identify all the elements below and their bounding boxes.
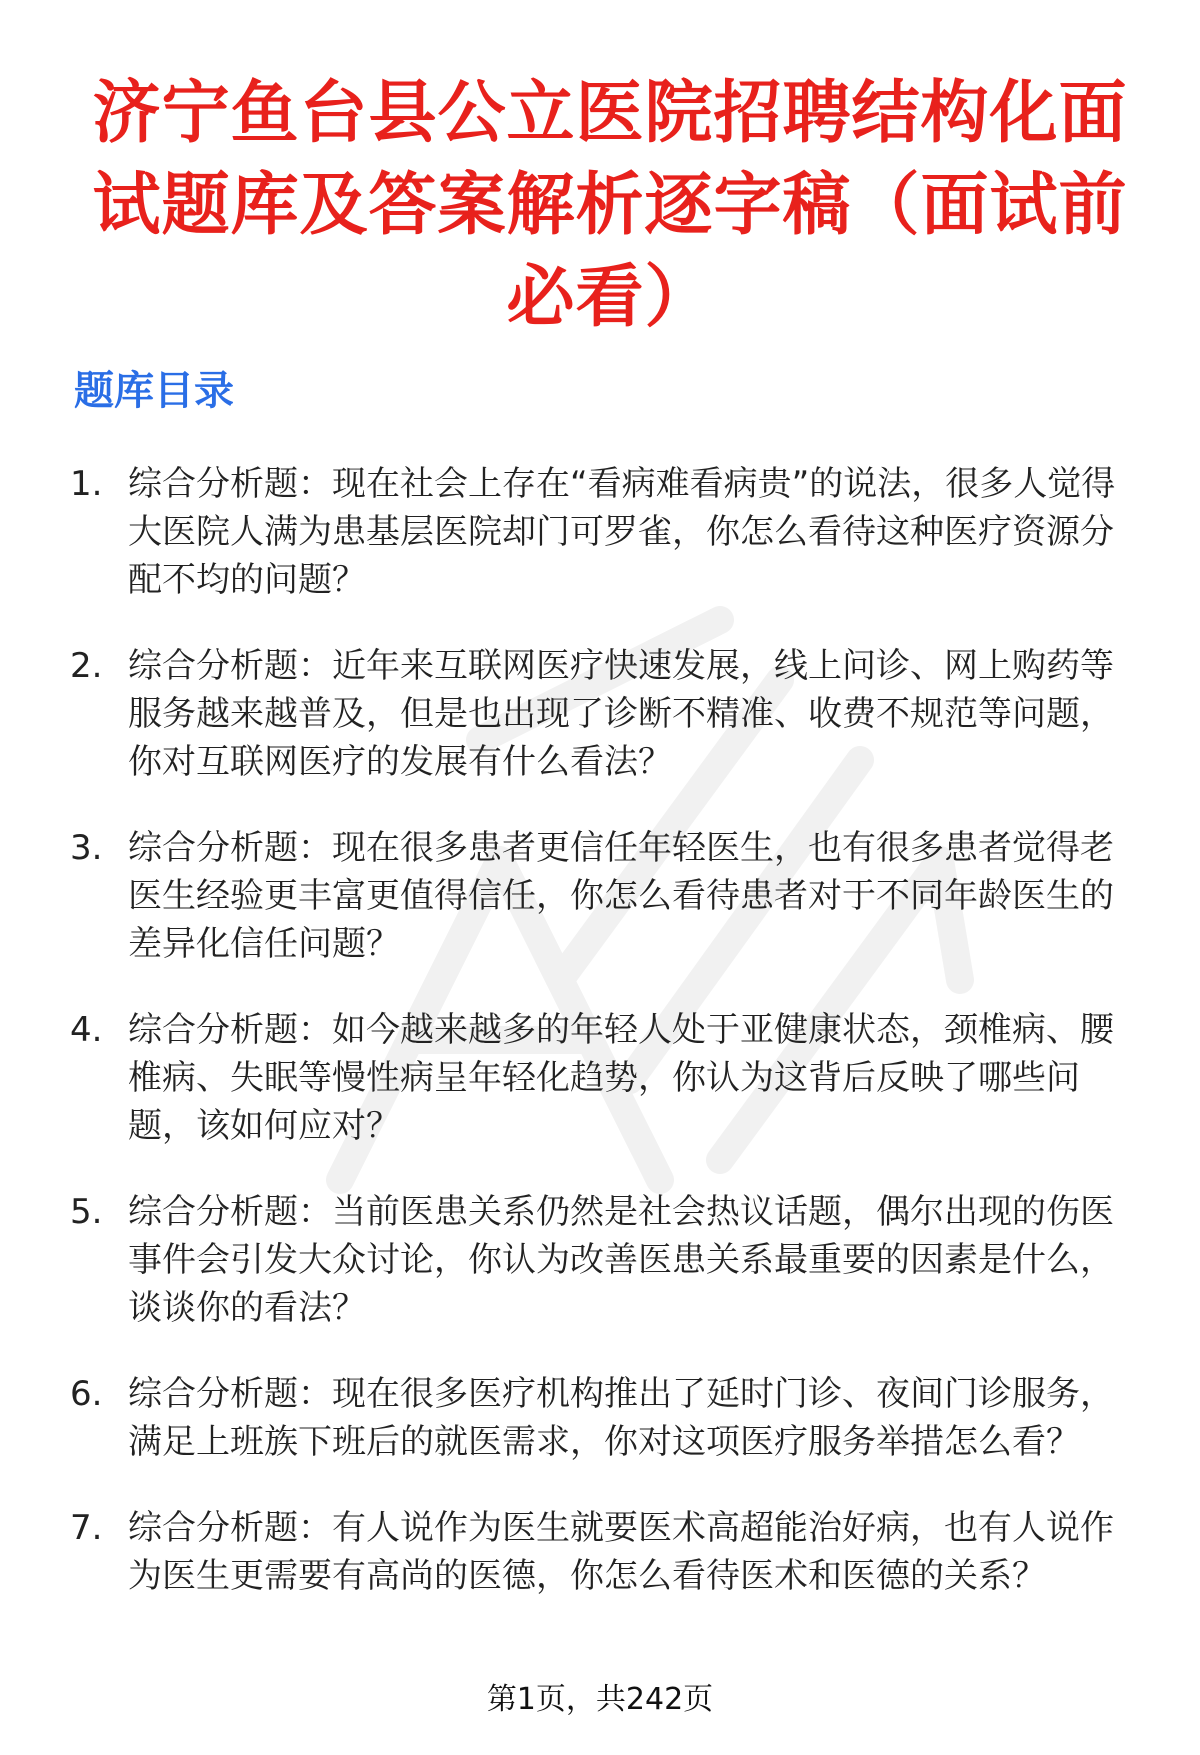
question-item-1: [70, 460, 1140, 604]
document-title: 济宁鱼台县公立医院招聘结构化面试题库及答案解析逐字稿（面试前必看）: [92, 74, 1128, 337]
question-number: 3.: [70, 828, 103, 868]
question-text: 综合分析题：现在社会上存在“看病难看病贵”的说法，很多人觉得大医院人满为患基层医院却门可罗雀，你怎么看待这种医疗资源分配不均的问题？: [128, 464, 1116, 600]
question-text: 综合分析题：当前医患关系仍然是社会热议话题，偶尔出现的伤医事件会引发大众讨论，你认为改善医患关系最重要的因素是什么，谈谈你的看法？: [128, 1192, 1114, 1328]
question-item-2: [70, 642, 1140, 786]
question-number: 1.: [70, 464, 103, 504]
question-text: 综合分析题：现在很多患者更信任年轻医生，也有很多患者觉得老医生经验更丰富更值得信任，你怎么看待患者对于不同年龄医生的差异化信任问题？: [128, 828, 1114, 964]
question-text: 综合分析题：近年来互联网医疗快速发展，线上问诊、网上购药等服务越来越普及，但是也出现了诊断不精准、收费不规范等问题，你对互联网医疗的发展有什么看法？: [128, 646, 1114, 782]
section-heading: 题库目录: [74, 368, 234, 414]
question-text: 综合分析题：现在很多医疗机构推出了延时门诊、夜间门诊服务，满足上班族下班后的就医需求，你对这项医疗服务举措怎么看？: [128, 1374, 1114, 1462]
question-text: 综合分析题：有人说作为医生就要医术高超能治好病，也有人说作为医生更需要有高尚的医德，你怎么看待医术和医德的关系？: [128, 1508, 1114, 1596]
page-footer: 第1页，共242页: [486, 1682, 714, 1717]
question-item-7: [70, 1504, 1140, 1600]
question-number: 5.: [70, 1192, 103, 1232]
question-item-3: [70, 824, 1140, 968]
question-number: 4.: [70, 1010, 103, 1050]
question-text: 综合分析题：如今越来越多的年轻人处于亚健康状态，颈椎病、腰椎病、失眠等慢性病呈年轻化趋势，你认为这背后反映了哪些问题，该如何应对？: [128, 1010, 1114, 1146]
question-item-4: [70, 1006, 1140, 1150]
question-item-5: [70, 1188, 1140, 1332]
question-number: 6.: [70, 1374, 103, 1414]
question-list: [70, 460, 1140, 1638]
question-number: 7.: [70, 1508, 103, 1548]
question-number: 2.: [70, 646, 103, 686]
question-item-6: [70, 1370, 1140, 1466]
